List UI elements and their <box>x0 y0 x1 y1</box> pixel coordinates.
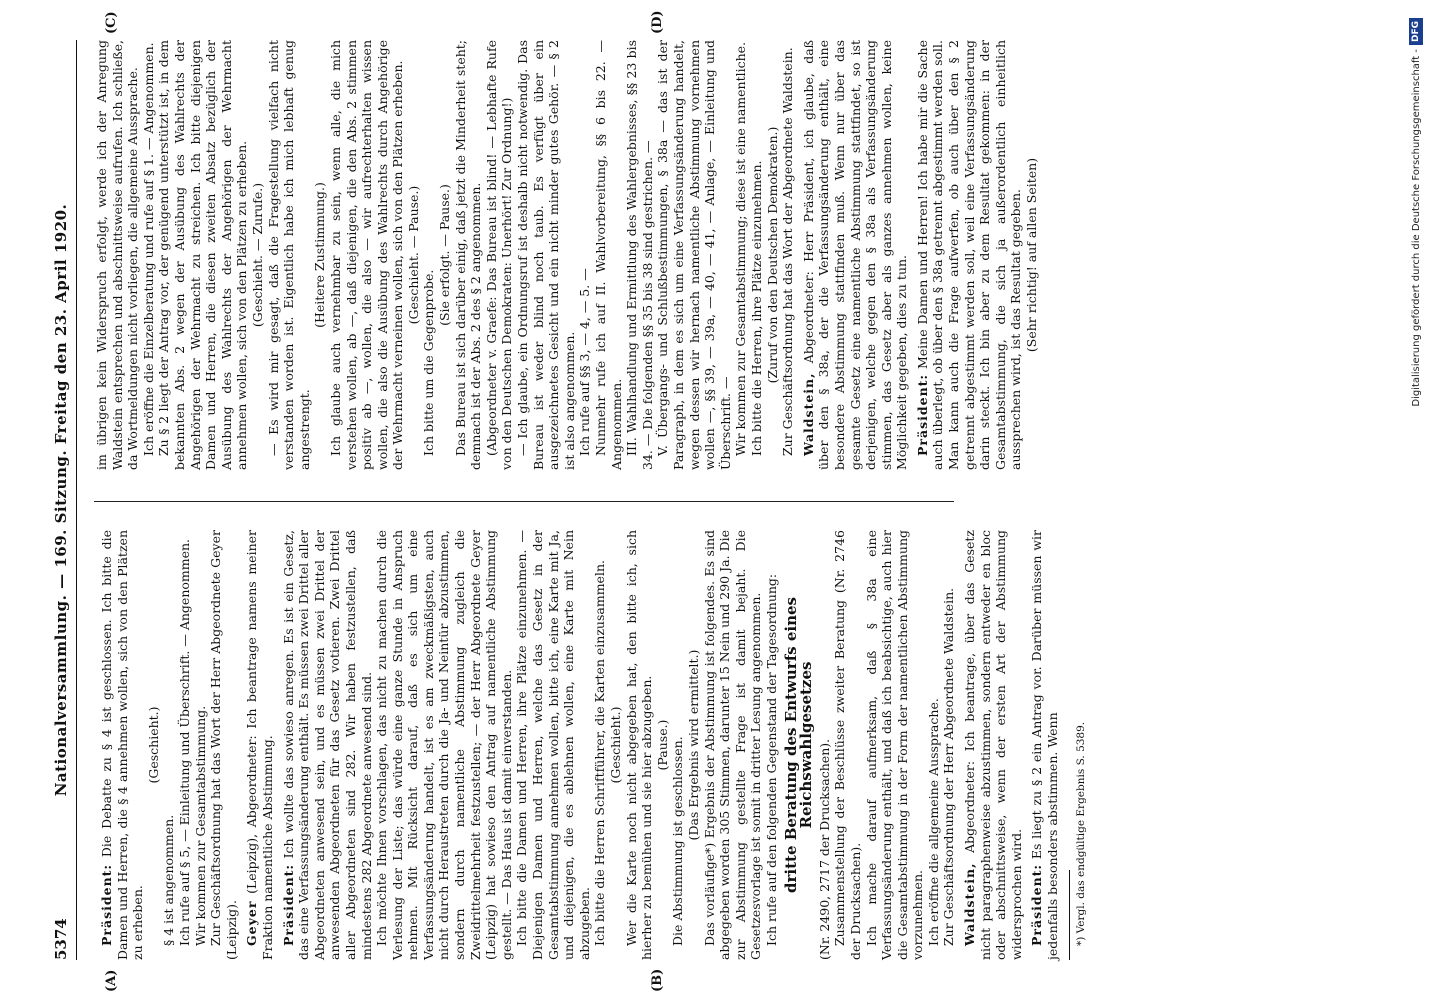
paragraph <box>244 530 275 960</box>
left-text-column <box>94 530 1089 960</box>
digitization-stamp <box>1405 6 1427 996</box>
paragraph: (Geschieht.) <box>608 706 623 784</box>
paragraph-text: Zu § 2 liegt der Antrag vor, der genügend unterstützt ist, in dem bekannten Abs. 2 wegen der Ausübung des Wahlrechts der Angehörigen der Wehrmacht zu streichen. Ich bitte diejenigen Damen und Herren, die diesen zweiten Absatz bezüglich der Ausübung des Wahlrechts der Angehörigen der Wehrmacht annehmen wollen, sich von den Plätzen zu erheben. <box>156 40 250 470</box>
paragraph-text: Ich rufe auf §§ 3, — 4, — 5. — <box>577 268 593 456</box>
paragraph <box>141 40 157 470</box>
paragraph-text: Ich bitte die Damen und Herren, ihre Plätze einzunehmen. — Diejenigen Damen und Herren, welche das Gesetz in der Gesamtabstimmung annehmen wollen, bitte ich, eine Karte mit Ja, und diejenigen, die es ablehnen wollen, eine Karte mit Nein abzugeben. <box>514 530 592 960</box>
speaker-name: Präsident: <box>99 863 114 946</box>
dfg-logo: DFG <box>1409 18 1423 45</box>
paragraph: (Sie erfolgt. — Pause.) <box>437 184 453 326</box>
page-title: Nationalversammlung. — 169. Sitzung. Freitag den 23. April 1920. <box>52 203 70 797</box>
paragraph-text: § 4 ist angenommen. <box>161 814 177 946</box>
paragraph <box>962 530 1024 960</box>
speaker-name: Präsident: <box>914 373 930 456</box>
paragraph <box>764 530 780 960</box>
paragraph-text: Ich möchte Ihnen vorschlagen, das nicht zu machen durch die Verlesung der Liste; das würde eine ganze Stunde in Anspruch nehmen. Mit Rücksicht darauf, daß es sich um eine Verfassungsänderung handelt, ist es am zweckmäßigsten, auch nicht durch Heraustreten durch die Ja- und Neintür abzustimmen, sondern durch namentliche Abstimmung zugleich die Zweidrittelmehrheit festzustellen; — der Herr Abgeordnete Geyer (Leipzig) hat sowieso den Antrag auf namentliche Abstimmung gestellt. — Das Haus ist damit einverstanden. <box>374 530 514 960</box>
paragraph <box>193 530 209 960</box>
paragraph: (Zuruf von den Deutschen Demokraten.) <box>764 126 780 384</box>
page-header <box>52 40 77 960</box>
paragraph-text: Ich glaube auch vernehmbar zu sein, wenn alle, die mich verstehen wollen, ab —, daß diejenigen, die den Abs. 2 stimmen positiv ab —, wollen, die also — wir aufrechterhalten wissen wollen, die also die Ausübung des Wahlrechts durch Angehörige der Wehrmacht verneinen wollen, sich von den Plätzen erheben. <box>327 40 406 470</box>
paragraph-text: V. Übergangs- und Schlußbestimmungen, § 38a — das ist der Paragraph, in dem es sich um eine Verfassungsänderung handelt, wegen dessen wir hernach namentliche Abstimmung vornehmen wollen —, §§ 39, — 39a, — 40, — 41, — Anlage, — Einleitung und Überschrift. — <box>655 40 733 470</box>
paragraph-text: Ich wollte das sowieso anregen. Es ist ein Gesetz, das eine Verfassungsänderung enthält. Es müssen zwei Drittel aller Abgeordneten anwesend sein, und es müssen zwei Drittel der anwesenden Abgeordneten für das Gesetz votieren. Zwei Drittel aller Abgeordneten sind 282. Wir haben festzustellen, daß mindestens 282 Abgeordnete anwesend sind. <box>280 530 374 960</box>
paragraph-text: Die Debatte zu § 4 ist geschlossen. Ich bitte die Damen und Herren, die § 4 annehmen wollen, sich von den Plätzen zu erheben. <box>99 530 146 960</box>
paragraph-text: Es liegt zu § 2 ein Antrag vor. Darüber müssen wir jedenfalls besonders abstimmen. Wenn <box>1029 530 1061 960</box>
paragraph-text: Ich eröffne die Einzelberatung und rufe auf § 1. — Angenommen. <box>140 42 156 456</box>
paragraph-text: Die Abstimmung ist geschlossen. <box>670 736 686 946</box>
margin-mark-d: (D) <box>650 10 665 34</box>
paragraph <box>484 40 515 470</box>
paragraph <box>624 530 655 960</box>
speaker-name: Waldstein, <box>800 372 816 456</box>
right-text-column <box>94 40 1040 470</box>
paragraph-text: Das vorläufige*) Ergebnis der Abstimmung ist folgendes. Es sind abgegeben worden 305 Stimmen, darunter 15 Nein und 290 Ja. Die zur Abstimmung gestellte Frage ist damit bejaht. Die Gesetzesvorlage ist somit in dritter Lesung angenommen. <box>701 530 764 960</box>
paragraph <box>266 40 313 470</box>
paragraph-text: Zur Geschäftsordnung hat das Wort der Herr Abgeordnete Geyer (Leipzig). <box>208 530 239 960</box>
paragraph-text: Das Bureau ist sich darüber einig, daß jetzt die Minderheit steht; demnach ist der Abs. 2 des § 2 angenommen. <box>452 40 484 470</box>
paragraph-text: — Es wird mir gesagt, daß die Fragestellung vielfach nicht verstanden worden ist. Eigentlich habe ich mich lebhaft genug angestrengt. <box>265 40 312 470</box>
paragraph-text: Meine Damen und Herren! Ich habe mir die Sache auch überlegt, ob über den § 38a getrennt abgestimmt werden soll. Man kann auch die Frage aufwerfen, ob auch über den § 2 getrennt abgestimmt werden soll, weil eine Verfassungsänderung darin steckt. Ich bin aber zu dem Resultat gekommen: in der Gesamtabstimmung, die sich ja außerordentlich einheitlich aussprechen wird, ist das Resultat gegeben. <box>914 40 1024 470</box>
paragraph <box>780 40 796 470</box>
paragraph: (Das Ergebnis wird ermittelt.) <box>685 649 701 841</box>
paragraph-text: (Leipzig), Abgeordneter: Ich beantrage namens meiner Fraktion namentliche Abstimmung. <box>244 530 275 960</box>
paragraph <box>281 530 375 960</box>
paragraph-text: Abgeordneter: Ich beantrage, über das Gesetz nicht paragraphenweise abzustimmen, sondern entweder en bloc oder abschnittsweise, wenn der ersten Art der Abstimmung widersprochen wird. <box>962 530 1024 960</box>
stamp-caption: Digitalisierung gefördert durch die Deutsche Forschungsgemeinschaft - <box>1411 49 1422 407</box>
margin-mark-a: (A) <box>104 969 119 992</box>
paragraph: (Sehr richtig! auf allen Seiten) <box>1024 157 1040 353</box>
speaker-name: Waldstein, <box>962 862 978 946</box>
paragraph-text: Wer die Karte noch nicht abgegeben hat, den bitte ich, sich hierher zu bemühen und sie hier abzugeben. <box>623 530 655 960</box>
paragraph <box>99 530 146 960</box>
paragraph-text: Ich rufe auf § 5, — Einleitung und Überschrift. — Angenommen. <box>176 538 192 946</box>
paragraph <box>926 530 942 960</box>
paragraph <box>749 40 765 470</box>
paragraph <box>453 40 484 470</box>
paragraph-text: Ich eröffne die allgemeine Aussprache. <box>925 698 941 946</box>
agenda-heading: dritte Beratung des Entwurfs eines Reichswahlgesetzes <box>781 597 816 893</box>
paragraph <box>801 40 910 470</box>
paragraph-text: Ich mache darauf aufmerksam, daß § 38a eine Verfassungsänderung enthält, und daß ich beabsichtige, auch hier die Gesamtabstimmung in der Form der namentlichen Abstimmung vorzunehmen. <box>863 530 926 960</box>
paragraph <box>624 40 655 470</box>
paragraph <box>156 40 250 470</box>
paragraph <box>670 530 686 960</box>
digitization-stamp-text <box>1407 18 1427 978</box>
paragraph <box>593 40 624 470</box>
paragraph-text: Wir kommen zur Gesamtabstimmung; diese ist eine namentliche. <box>733 41 749 456</box>
paragraph-text: Zur Geschäftsordnung hat das Wort der Abgeordnete Waldstein. <box>780 47 796 456</box>
paragraph: (Geschieht. — Zurufe.) <box>249 182 265 328</box>
paragraph-text: Zusammenstellung der Beschlüsse zweiter Beratung (Nr. 2746 der Drucksachen). <box>832 530 863 960</box>
paragraph <box>655 40 733 470</box>
speaker-name: Präsident: <box>280 863 296 946</box>
paragraph-text: Ich bitte die Herren, ihre Plätze einzunehmen. <box>748 160 764 456</box>
paragraph <box>1029 530 1060 960</box>
paragraph <box>208 530 239 960</box>
paragraph: (Heitere Zustimmung.) <box>312 182 328 328</box>
paragraph <box>817 530 833 960</box>
paragraph <box>94 40 141 470</box>
paragraph-text: Ich bitte die Herren Schriftführer, die Karten einzusammeln. <box>592 560 608 946</box>
paragraph-text: III. Wahlhandlung und Ermittlung des Wahlergebnisses, §§ 23 bis 34. — Die folgenden §§ 35 bis 38 sind gestrichen. — <box>624 40 655 470</box>
paragraph <box>577 40 593 470</box>
paragraph <box>514 530 592 960</box>
column-divider <box>94 501 954 502</box>
paragraph-text: im übrigen kein Widerspruch erfolgt, werde ich der Anregung Waldstein entsprechen und abschnittsweise aufrufen. Ich schließe, da Wortmeldungen nicht vorliegen, die allgemeine Aussprache. <box>94 40 141 470</box>
footnote: *) Vergl. das endgültige Ergebnis S. 5389. <box>1074 721 1087 946</box>
paragraph <box>374 530 514 960</box>
paragraph-text: — Ich glaube, ein Ordnungsruf ist deshalb nicht notwendig. Das Bureau ist weder blind noch taub. Es verfügt über ein ausgezeichnetes Gesicht und ein nicht minder gutes Gehör. — § 2 ist also angenommen. <box>515 40 577 470</box>
paragraph <box>177 530 193 960</box>
paragraph: (Pause.) <box>654 719 670 771</box>
paragraph <box>733 40 749 470</box>
speaker-name: Präsident: <box>1029 863 1045 946</box>
footnote-rule <box>1069 870 1070 960</box>
paragraph-text: (Nr. 2490, 2717 der Drucksachen). <box>816 738 832 960</box>
margin-mark-b: (B) <box>650 968 665 992</box>
paragraph <box>328 40 406 470</box>
paragraph-text: Zur Geschäftsordnung der Herr Abgeordnete Waldstein. <box>941 587 957 946</box>
paragraph-text: Nunmehr rufe ich auf II. Wahlvorbereitung, §§ 6 bis 22. — Angenommen. <box>593 40 624 470</box>
paragraph <box>915 40 1024 470</box>
paragraph <box>421 40 437 470</box>
paragraph-text: (Abgeordneter v. Graefe: Das Bureau ist blind! — Lebhafte Rufe von den Deutschen Demokraten: Unerhört! Zur Ordnung!) <box>483 40 515 470</box>
paragraph-text: Abgeordneter: Herr Präsident, ich glaube, daß über den § 38a, der die Verfassungsänderung enthält, eine besondere Abstimmung stattfinden muß. Wenn nur über das gesamte Gesetz eine namentliche Abstimmung stattfindet, so ist derjenigen, welche gegen den § 38a als Verfassungsänderung stimmen, das Gesetz aber als ganzes annehmen wollen, keine Möglichkeit gegeben, dies zu tun. <box>800 40 910 470</box>
paragraph <box>592 530 608 960</box>
paragraph-text: Ich bitte um die Gegenprobe. <box>421 269 437 456</box>
paragraph-text: Ich rufe auf den folgenden Gegenstand der Tagesordnung: <box>763 573 779 946</box>
paragraph <box>702 530 764 960</box>
paragraph: (Geschieht.) <box>145 706 161 784</box>
paragraph <box>941 530 957 960</box>
paragraph: (Geschieht. — Pause.) <box>405 185 421 325</box>
paragraph <box>161 530 177 960</box>
margin-mark-c: (C) <box>104 11 119 34</box>
speaker-name: Geyer <box>244 900 260 946</box>
paragraph-text: Wir kommen zur Gesamtabstimmung. <box>192 705 208 946</box>
paragraph <box>832 530 863 960</box>
paragraph <box>515 40 577 470</box>
paragraph <box>864 530 926 960</box>
page-number: 5374 <box>52 918 70 960</box>
